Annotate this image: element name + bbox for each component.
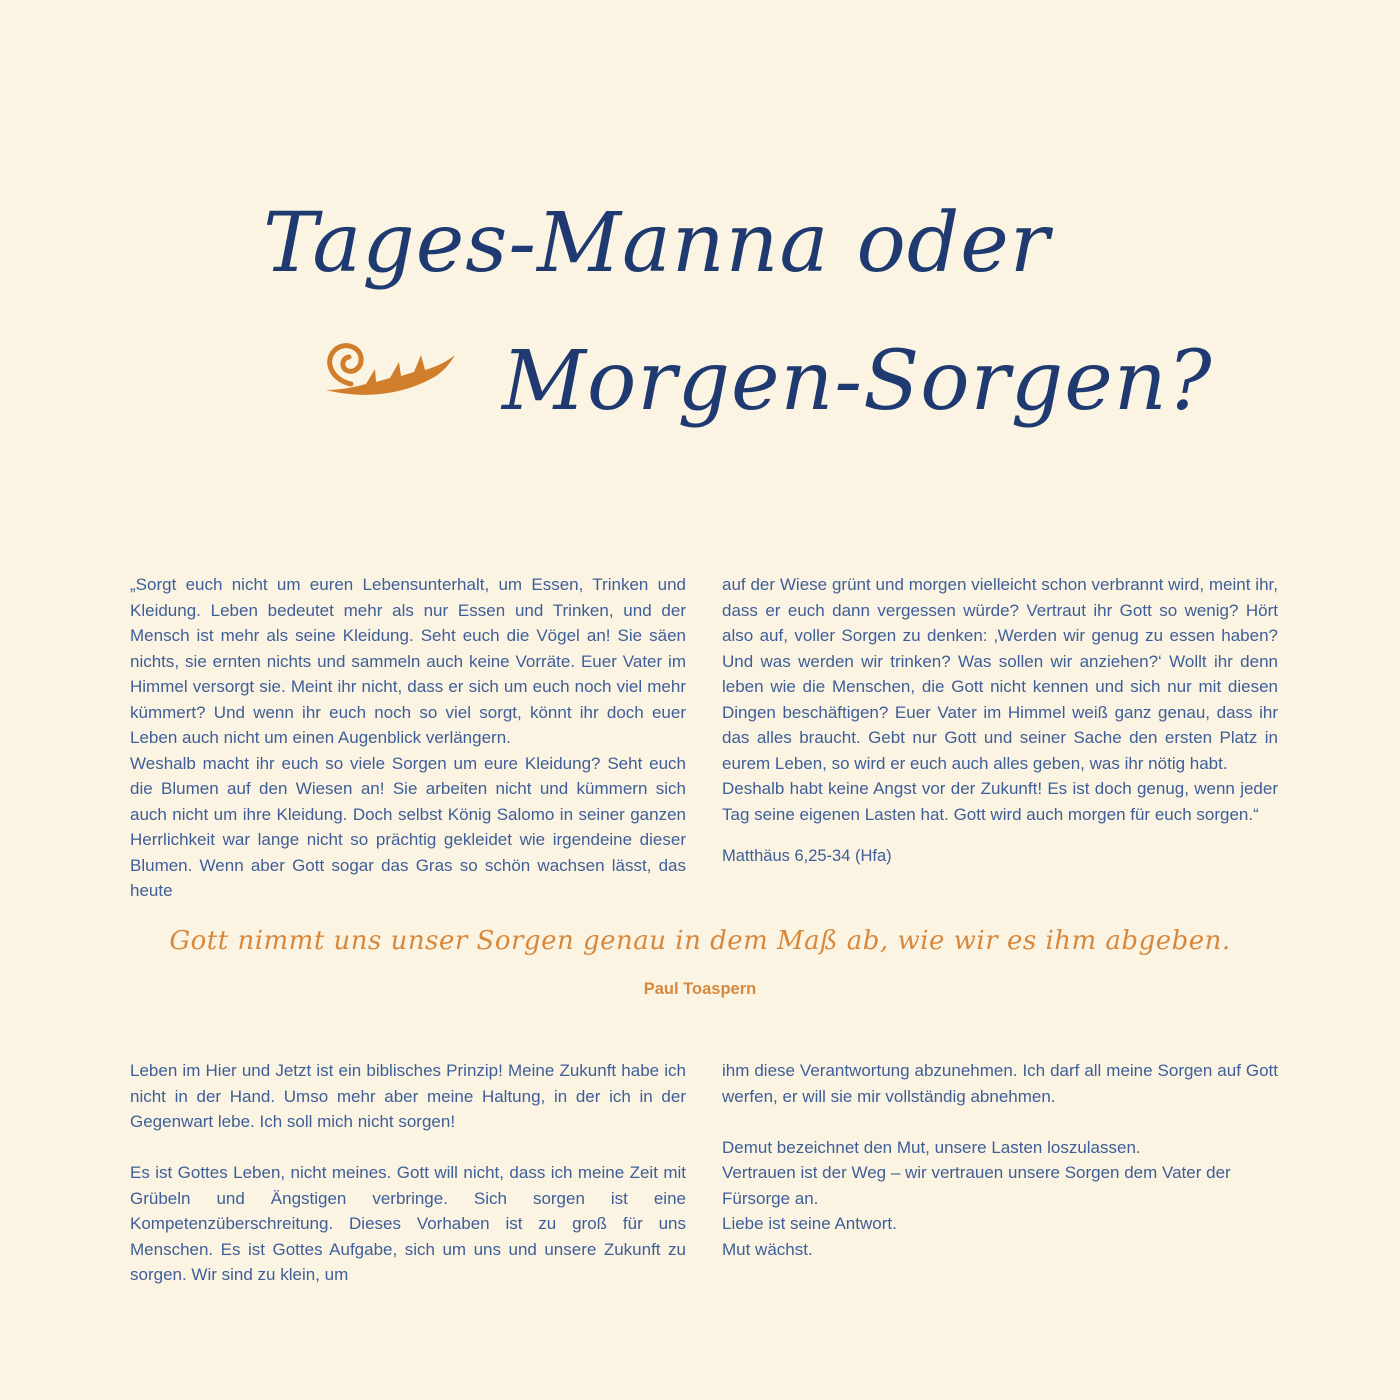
scripture-citation: Matthäus 6,25-34 (Hfa) bbox=[722, 847, 892, 865]
reflection-paragraph: Es ist Gottes Leben, nicht meines. Gott will nicht, dass ich meine Zeit mit Grübeln und Ängstigen verbringe. Sich sorgen ist eine Kompetenzüberschreitung. Dieses Vorhaben ist zu groß für uns Menschen. Es ist Gottes Aufgabe, sich um uns und unsere Zukunft zu sorgen. Wir sind zu klein, um bbox=[130, 1163, 686, 1284]
scripture-column-right bbox=[722, 572, 1278, 904]
reflection-statement: Mut wächst. bbox=[722, 1239, 813, 1259]
swash-ornament-icon bbox=[318, 338, 456, 400]
reflection-paragraph: ihm diese Verantwortung abzunehmen. Ich darf all meine Sorgen auf Gott werfen, er will sie mir vollständig abnehmen. bbox=[722, 1061, 1278, 1106]
quote-author: Paul Toaspern bbox=[643, 980, 757, 998]
reflection-column-right bbox=[722, 1058, 1278, 1288]
page-title-line-2: Morgen-Sorgen? bbox=[502, 334, 1213, 429]
quote-text: Gott nimmt uns unser Sorgen genau in dem Maß ab, wie wir es ihm abgeben. bbox=[169, 926, 1231, 956]
reflection-statement: Vertrauen ist der Weg – wir vertrauen unsere Sorgen dem Vater der Fürsorge an. bbox=[722, 1163, 1231, 1208]
reflection-statement: Liebe ist seine Antwort. bbox=[722, 1214, 897, 1233]
reflection-paragraph: Leben im Hier und Jetzt ist ein biblisches Prinzip! Meine Zukunft habe ich nicht in der Hand. Umso mehr aber meine Haltung, in der ich in der Gegenwart lebe. Ich soll mich nicht sorgen! bbox=[130, 1061, 686, 1131]
scripture-paragraph: Deshalb habt keine Angst vor der Zukunft! Es ist doch genug, wenn jeder Tag seine eigenen Lasten hat. Gott wird auch morgen für euch sorgen.“ bbox=[722, 779, 1278, 824]
scripture-column-left bbox=[130, 572, 686, 904]
scripture-section bbox=[130, 572, 1278, 904]
reflection-statements bbox=[722, 1135, 1278, 1263]
reflection-section bbox=[130, 1058, 1278, 1288]
reflection-statement: Demut bezeichnet den Mut, unsere Lasten loszulassen. bbox=[722, 1137, 1141, 1157]
quote-block bbox=[0, 926, 1400, 999]
scripture-paragraph: auf der Wiese grünt und morgen vielleicht schon verbrannt wird, meint ihr, dass er euch dann vergessen würde? Vertraut ihr Gott so wenig? Hört also auf, voller Sorgen zu denken: ‚Werden wir genug zu essen haben? Und was werden wir trinken? Was sollen wir anziehen?‘ Wollt ihr denn leben wie die Menschen, die Gott nicht kennen und sich nur mit diesen Dingen beschäftigen? Euer Vater im Himmel weiß ganz genau, dass ihr das alles braucht. Gebt nur Gott und seiner Sache den ersten Platz in eurem Leben, so wird er euch auch alles geben, was ihr nötig habt. bbox=[722, 575, 1278, 773]
scripture-paragraph: Weshalb macht ihr euch so viele Sorgen um eure Kleidung? Seht euch die Blumen auf den Wiesen an! Sie arbeiten nicht und kümmern sich auch nicht um ihre Kleidung. Doch selbst König Salomo in seiner ganzen Herrlichkeit war lange nicht so prächtig gekleidet wie irgendeine dieser Blumen. Wenn aber Gott sogar das Gras so schön wachsen lässt, das heute bbox=[130, 753, 686, 900]
reflection-column-left bbox=[130, 1058, 686, 1288]
page-title-line-1: Tages-Manna oder bbox=[263, 196, 1051, 291]
scripture-paragraph: „Sorgt euch nicht um euren Lebensunterhalt, um Essen, Trinken und Kleidung. Leben bedeutet mehr als nur Essen und Trinken, und der Mensch ist mehr als seine Kleidung. Seht euch die Vögel an! Sie säen nichts, sie ernten nichts und sammeln auch keine Vorräte. Euer Vater im Himmel versorgt sie. Meint ihr nicht, dass er sich um euch noch viel mehr kümmert? Und wenn ihr euch noch so viel sorgt, könnt ihr doch euer Leben auch nicht um einen Augenblick verlängern. bbox=[130, 575, 686, 747]
